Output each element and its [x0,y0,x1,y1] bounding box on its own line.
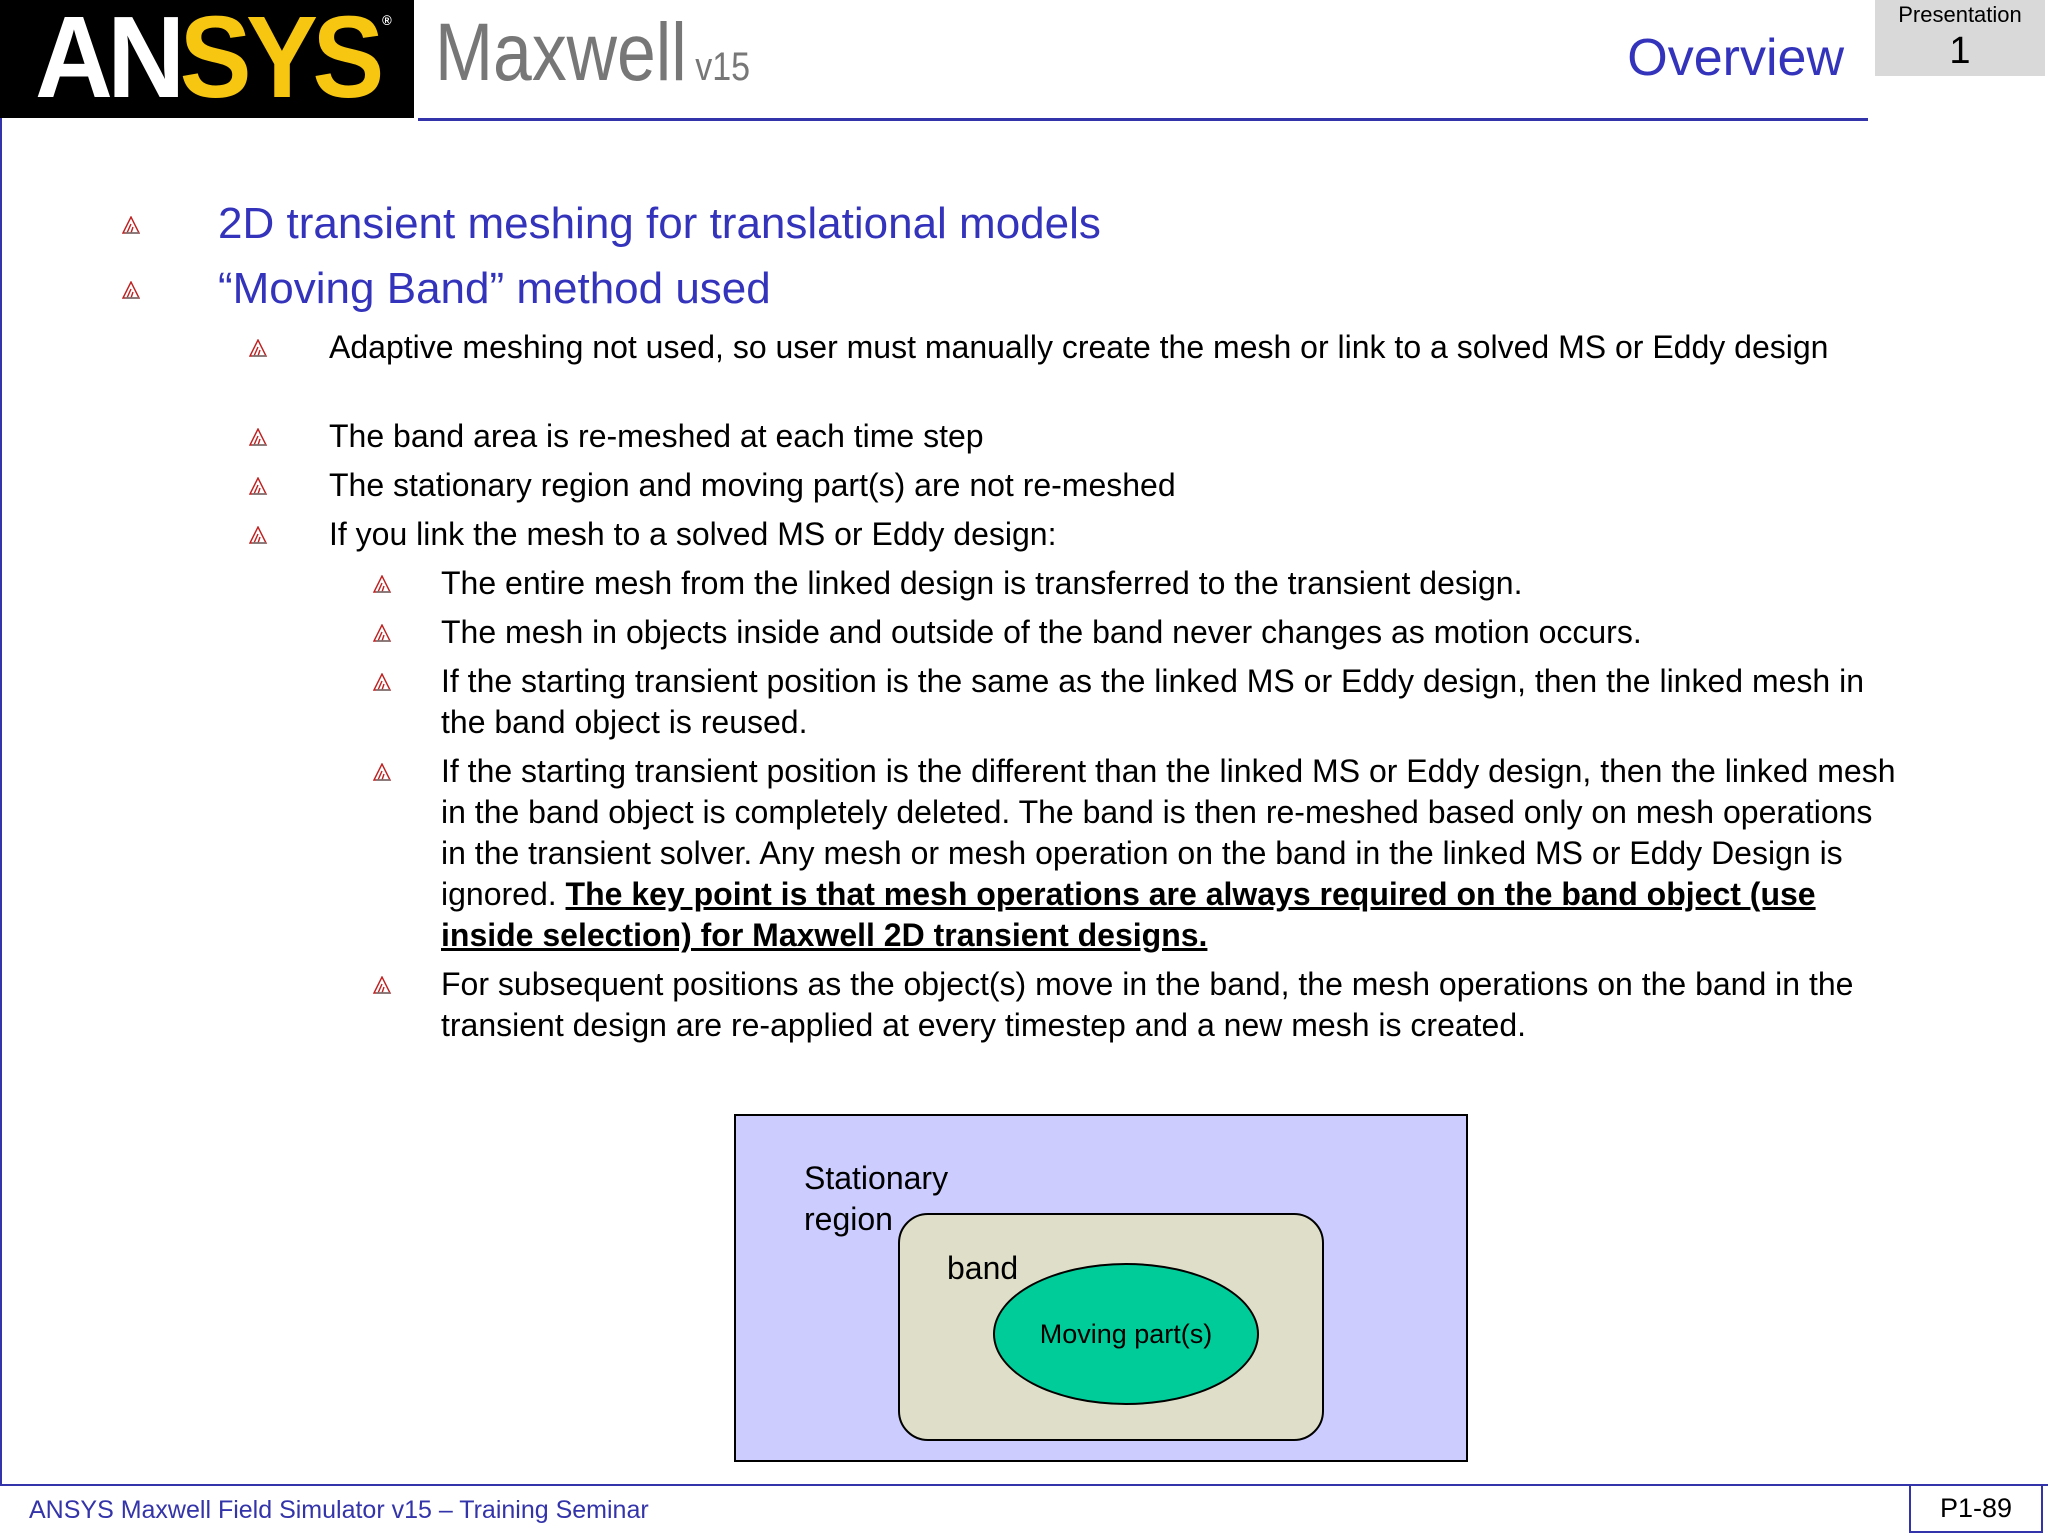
bullet-text: If the starting transient position is the different than the linked MS or Eddy design, then the linked mesh in the band object is completely deleted. The band is then re-meshed based only on mesh operations in the transient solver. Any mesh or mesh operation on the band in the linked MS or Eddy Design is ignored. [441,753,1896,912]
logo-text-sys: SYS [179,0,379,122]
bullet-text: For subsequent positions as the object(s) move in the band, the mesh operations on the band in the transient design are re-applied at every timestep and a new mesh is created. [441,966,1854,1043]
stationary-label-line1: Stationary [804,1160,949,1196]
logo-registered-mark: ® [382,12,392,28]
bullet-level2 [329,465,1889,506]
stationary-label-line2: region [804,1201,893,1237]
bullet-text: If you link the mesh to a solved MS or Eddy design: [329,516,1057,552]
bullet-text: 2D transient meshing for translational models [218,199,1101,248]
product-name: Maxwell [435,7,687,98]
triangle-bullet-icon [373,624,391,642]
logo-text-an: AN [35,0,180,122]
band-label: band [947,1250,1019,1286]
bullet-text: The band area is re-meshed at each time step [329,418,984,454]
triangle-bullet-icon [373,673,391,691]
moving-part-label: Moving part(s) [1039,1318,1213,1349]
bullet-level3 [441,661,1901,743]
bullet-level2 [329,416,1889,457]
product-version: v15 [695,45,751,89]
bullet-text: Adaptive meshing not used, so user must manually create the mesh or link to a solved MS or Eddy design [329,329,1829,365]
triangle-bullet-icon [249,526,267,544]
section-title: Overview [1627,29,1844,87]
bullet-level1 [218,198,1818,251]
moving-band-diagram [734,1114,1468,1462]
header-divider [418,118,1868,121]
triangle-bullet-icon [373,575,391,593]
footer-title: ANSYS Maxwell Field Simulator v15 – Training Seminar [29,1496,649,1524]
product-title [435,7,751,98]
triangle-bullet-icon [122,216,140,234]
key-point-text: The key point is that mesh operations are always required on the band object (use inside selection) for Maxwell 2D transient designs. [441,876,1816,953]
footer-divider [0,1484,2048,1486]
left-border [0,118,2,1484]
triangle-bullet-icon [249,477,267,495]
triangle-bullet-icon [373,976,391,994]
bullet-text: If the starting transient position is the same as the linked MS or Eddy design, then the linked mesh in the band object is reused. [441,663,1864,740]
bullet-text: “Moving Band” method used [218,264,771,313]
bullet-level3 [441,612,1901,653]
triangle-bullet-icon [122,281,140,299]
stationary-region-label [804,1158,948,1240]
triangle-bullet-icon [249,339,267,357]
presentation-badge [1875,0,2045,76]
bullet-level2 [329,327,1889,368]
bullet-text: The stationary region and moving part(s) are not re-meshed [329,467,1176,503]
bullet-level3 [441,964,1901,1046]
ansys-logo [0,0,414,122]
bullet-level3 [441,751,1901,956]
bullet-level1 [218,263,1818,316]
page-number [1909,1485,2043,1533]
bullet-text: The entire mesh from the linked design is transferred to the transient design. [441,565,1523,601]
presentation-number: 1 [1949,30,1971,72]
bullet-level3 [441,563,1901,604]
page-number-text: P1-89 [1939,1492,2013,1523]
triangle-bullet-icon [373,763,391,781]
presentation-label: Presentation [1898,2,2022,27]
moving-part-region [993,1263,1259,1405]
bullet-level2 [329,514,1889,555]
triangle-bullet-icon [249,428,267,446]
bullet-text: The mesh in objects inside and outside of the band never changes as motion occurs. [441,614,1642,650]
